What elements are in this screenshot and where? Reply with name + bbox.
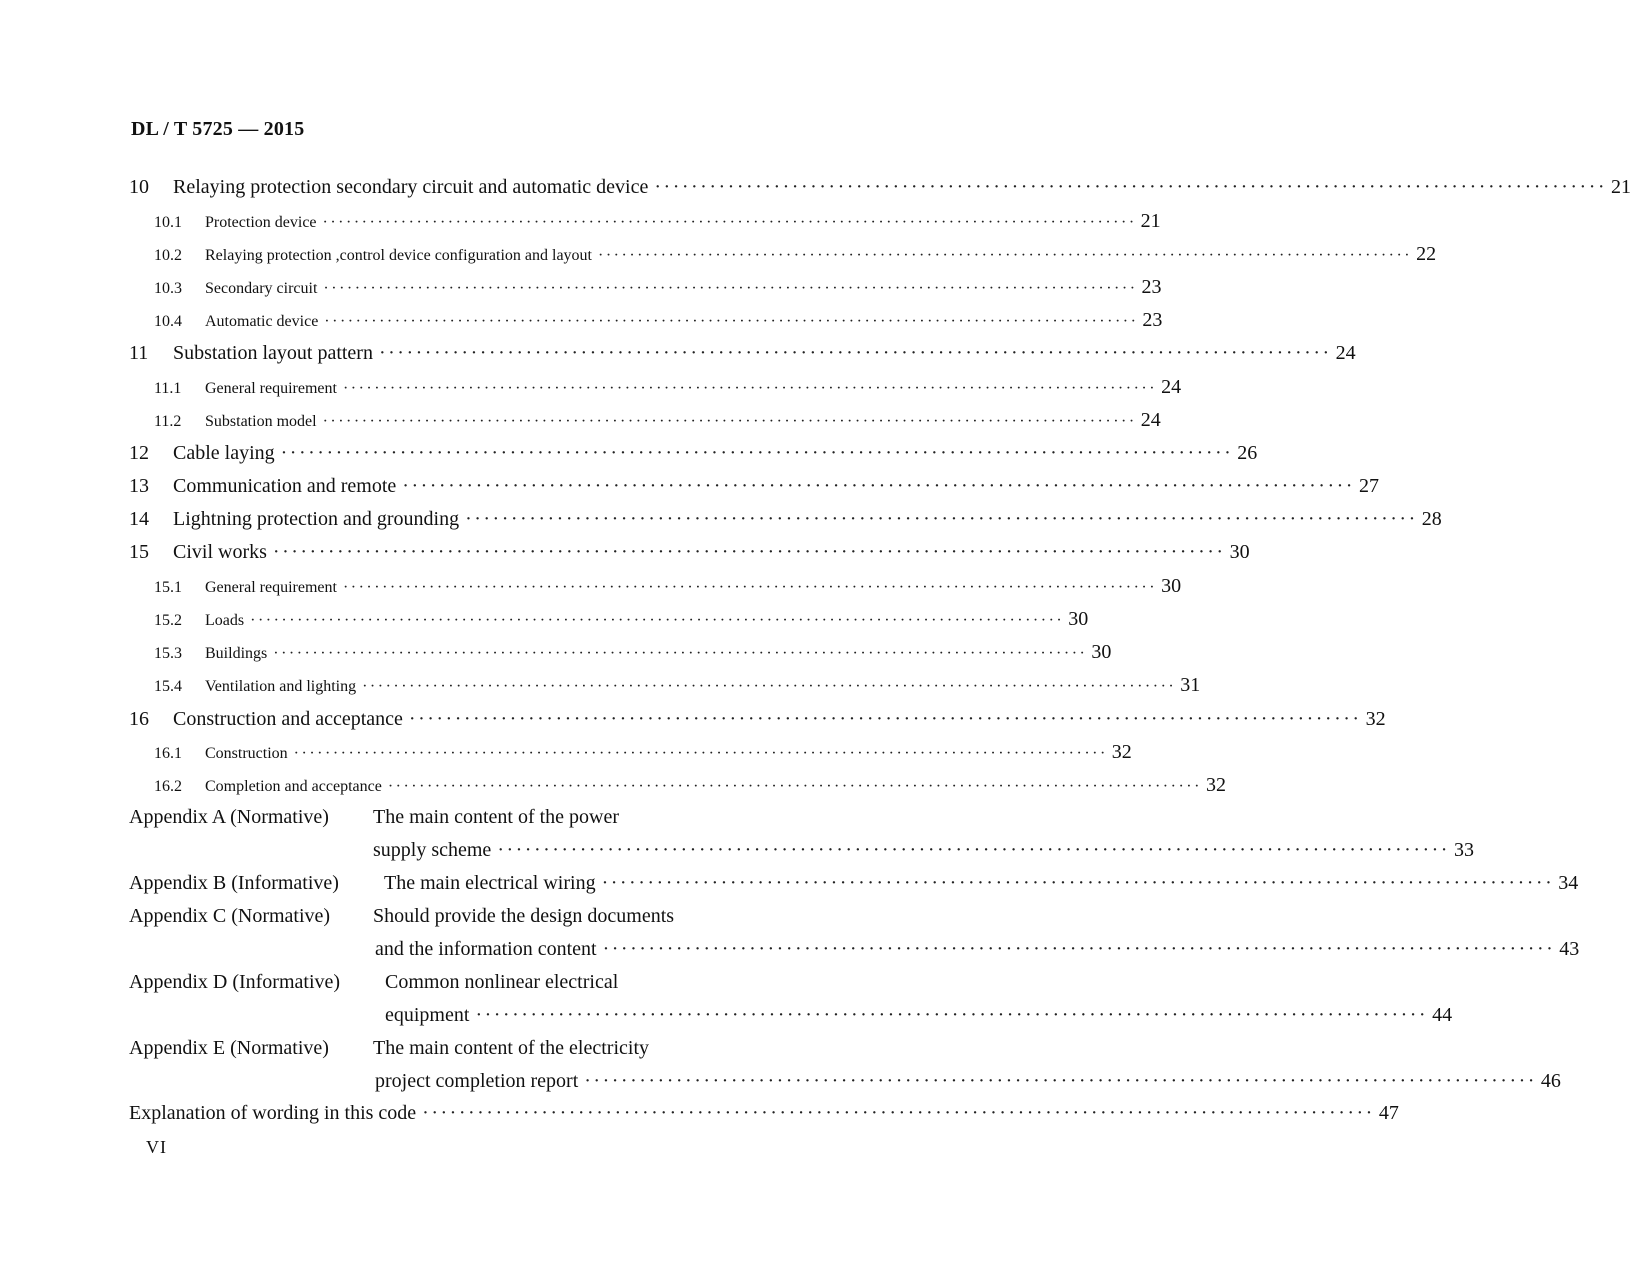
toc-entry-page: 21 — [1611, 176, 1631, 198]
leader-dots: ········································································································ — [272, 541, 1226, 563]
toc-entry-appendix-e[interactable] — [375, 1068, 1561, 1094]
toc-entry-title: The main electrical wiring — [384, 872, 596, 894]
leader-dots: ········································································································ — [584, 1070, 1537, 1092]
toc-entry-page: 46 — [1540, 1070, 1561, 1092]
leader-dots: ········································································································ — [601, 872, 1555, 894]
toc-entry-explanation[interactable] — [129, 1100, 1399, 1126]
leader-dots: ········································································································ — [465, 508, 1418, 530]
toc-entry-chapter-10[interactable] — [129, 174, 1631, 200]
leader-dots: ········································································································ — [324, 313, 1139, 330]
toc-entry-title: Cable laying — [173, 442, 275, 464]
leader-dots: ········································································································ — [323, 280, 1138, 297]
toc-entry-page: 23 — [1141, 276, 1162, 298]
toc-entry-number: 16.2 — [154, 778, 182, 795]
toc-appendix-e-label[interactable]: Appendix E (Normative) — [129, 1037, 329, 1059]
toc-entry-page: 24 — [1161, 376, 1182, 398]
toc-entry-title: Civil works — [173, 541, 267, 563]
toc-entry-page: 24 — [1140, 409, 1161, 431]
toc-entry-title: Ventilation and lighting — [205, 678, 357, 695]
toc-entry-title: Protection device — [205, 214, 317, 231]
toc-entry-title: Substation layout pattern — [173, 342, 373, 364]
toc-appendix-b-label[interactable]: Appendix B (Informative) — [129, 872, 339, 894]
toc-appendix-e-title-line1[interactable]: The main content of the electricity — [373, 1037, 649, 1059]
toc-entry-page: 32 — [1111, 741, 1132, 763]
toc-entry-chapter-16[interactable] — [129, 706, 1386, 732]
toc-entry-page: 47 — [1378, 1102, 1399, 1124]
toc-entry-number: 15.3 — [154, 645, 182, 662]
toc-entry-number: 11.1 — [154, 380, 182, 397]
toc-entry-page: 32 — [1365, 708, 1386, 730]
toc-entry-number: 15.1 — [154, 579, 182, 596]
toc-entry-number: 15.4 — [154, 678, 182, 695]
toc-entry-title: Buildings — [205, 645, 268, 662]
leader-dots: ········································································································ — [293, 745, 1108, 762]
toc-entry-title: Communication and remote — [173, 475, 397, 497]
toc-entry-chapter-15[interactable] — [129, 539, 1250, 565]
toc-appendix-c-title-line1[interactable]: Should provide the design documents — [373, 905, 675, 927]
toc-entry-appendix-b[interactable] — [384, 870, 1579, 896]
toc-entry-section-11-1[interactable] — [154, 375, 1182, 399]
toc-entry-page: 44 — [1432, 1004, 1453, 1026]
toc-entry-title: Completion and acceptance — [205, 778, 382, 795]
toc-appendix-a-label[interactable]: Appendix A (Normative) — [129, 806, 329, 828]
toc-entry-page: 30 — [1068, 608, 1089, 630]
toc-entry-section-16-1[interactable] — [154, 740, 1132, 764]
toc-entry-title: project completion report — [375, 1070, 579, 1092]
toc-entry-title: Secondary circuit — [205, 280, 318, 297]
toc-entry-page: 30 — [1091, 641, 1112, 663]
toc-entry-page: 28 — [1421, 508, 1442, 530]
toc-entry-page: 21 — [1140, 210, 1161, 232]
leader-dots: ········································································································ — [273, 645, 1088, 662]
toc-entry-section-11-2[interactable] — [154, 408, 1161, 432]
toc-entry-number: 16.1 — [154, 745, 182, 762]
toc-entry-section-15-4[interactable] — [154, 673, 1201, 697]
toc-appendix-a-title-line1[interactable]: The main content of the power — [373, 806, 620, 828]
toc-entry-number: 12 — [129, 442, 149, 464]
leader-dots: ········································································································ — [408, 708, 1362, 730]
toc-entry-page: 33 — [1453, 839, 1474, 861]
leader-dots: ········································································································ — [422, 1102, 1375, 1124]
toc-entry-title: Explanation of wording in this code — [129, 1102, 417, 1124]
leader-dots: ········································································································ — [602, 938, 1556, 960]
toc-entry-title: supply scheme — [373, 839, 492, 861]
toc-entry-title: Relaying protection ,control device configuration and layout — [205, 247, 592, 264]
toc-entry-number: 10.3 — [154, 280, 182, 297]
toc-entry-number: 11.2 — [154, 413, 182, 430]
leader-dots: ········································································································ — [387, 778, 1202, 795]
toc-appendix-c-label[interactable]: Appendix C (Normative) — [129, 905, 331, 927]
toc-entry-page: 34 — [1558, 872, 1579, 894]
toc-entry-section-10-1[interactable] — [154, 209, 1161, 233]
leader-dots: ········································································································ — [322, 413, 1137, 430]
toc-entry-number: 11 — [129, 342, 149, 364]
toc-entry-title: Relaying protection secondary circuit and automatic device — [173, 176, 649, 198]
toc-entry-number: 15.2 — [154, 612, 182, 629]
toc-entry-page: 32 — [1205, 774, 1226, 796]
toc-entry-page: 30 — [1161, 575, 1182, 597]
toc-entry-number: 10.4 — [154, 313, 182, 330]
leader-dots: ········································································································ — [280, 442, 1234, 464]
toc-appendix-d-label[interactable]: Appendix D (Informative) — [129, 971, 341, 993]
document-code: DL / T 5725 — 2015 — [131, 118, 305, 140]
toc-entry-title: General requirement — [205, 380, 337, 397]
toc-entry-title: Substation model — [205, 413, 317, 430]
toc-entry-title: Construction — [205, 745, 288, 762]
toc-entry-title: Loads — [205, 612, 245, 629]
leader-dots: ········································································································ — [654, 176, 1608, 198]
toc-entry-page: 30 — [1229, 541, 1250, 563]
leader-dots: ········································································································ — [362, 678, 1177, 695]
leader-dots: ········································································································ — [497, 839, 1450, 861]
toc-entry-chapter-12[interactable] — [129, 440, 1258, 466]
toc-entry-section-16-2[interactable] — [154, 773, 1226, 797]
toc-entry-appendix-a[interactable] — [373, 837, 1474, 863]
toc-entry-number: 14 — [129, 508, 149, 530]
toc-entry-page: 43 — [1559, 938, 1580, 960]
toc-entry-page: 24 — [1335, 342, 1356, 364]
toc-appendix-d-title-line1[interactable]: Common nonlinear electrical — [385, 971, 619, 993]
toc-entry-section-15-3[interactable] — [154, 640, 1112, 664]
toc-entry-title: General requirement — [205, 579, 337, 596]
leader-dots: ········································································································ — [378, 342, 1332, 364]
toc-entry-page: 26 — [1237, 442, 1258, 464]
toc-entry-title: equipment — [385, 1004, 470, 1026]
leader-dots: ········································································································ — [475, 1004, 1429, 1026]
toc-entry-page: 23 — [1142, 309, 1163, 331]
toc-entry-page: 27 — [1358, 475, 1379, 497]
toc-entry-section-10-3[interactable] — [154, 275, 1162, 299]
page-number: VI — [146, 1137, 167, 1157]
toc-entry-appendix-c[interactable] — [375, 936, 1580, 962]
toc-entry-number: 10.1 — [154, 214, 182, 231]
leader-dots: ········································································································ — [402, 475, 1355, 497]
toc-entry-page: 31 — [1180, 674, 1201, 696]
toc-entry-number: 15 — [129, 541, 149, 563]
leader-dots: ········································································································ — [250, 612, 1065, 629]
leader-dots: ········································································································ — [342, 380, 1158, 397]
toc-entry-section-15-1[interactable] — [154, 574, 1182, 598]
toc-entry-section-10-2[interactable] — [154, 242, 1437, 266]
toc-entry-title: Automatic device — [205, 313, 319, 330]
toc-entry-title: and the information content — [375, 938, 597, 960]
toc-entry-section-15-2[interactable] — [154, 607, 1089, 631]
toc-entry-chapter-14[interactable] — [129, 506, 1442, 532]
leader-dots: ········································································································ — [322, 214, 1137, 231]
toc-entry-page: 22 — [1416, 243, 1437, 265]
leader-dots: ········································································································ — [598, 247, 1413, 264]
toc-entry-number: 10.2 — [154, 247, 182, 264]
toc-entry-chapter-11[interactable] — [129, 340, 1356, 366]
toc-entry-title: Construction and acceptance — [173, 708, 403, 730]
toc-entry-number: 10 — [129, 176, 149, 198]
toc-entry-appendix-d[interactable] — [385, 1002, 1453, 1028]
toc-entry-number: 13 — [129, 475, 149, 497]
toc-entry-number: 16 — [129, 708, 149, 730]
toc-entry-chapter-13[interactable] — [129, 473, 1379, 499]
leader-dots: ········································································································ — [342, 579, 1158, 596]
toc-entry-title: Lightning protection and grounding — [173, 508, 460, 530]
toc-entry-section-10-4[interactable] — [154, 308, 1163, 332]
